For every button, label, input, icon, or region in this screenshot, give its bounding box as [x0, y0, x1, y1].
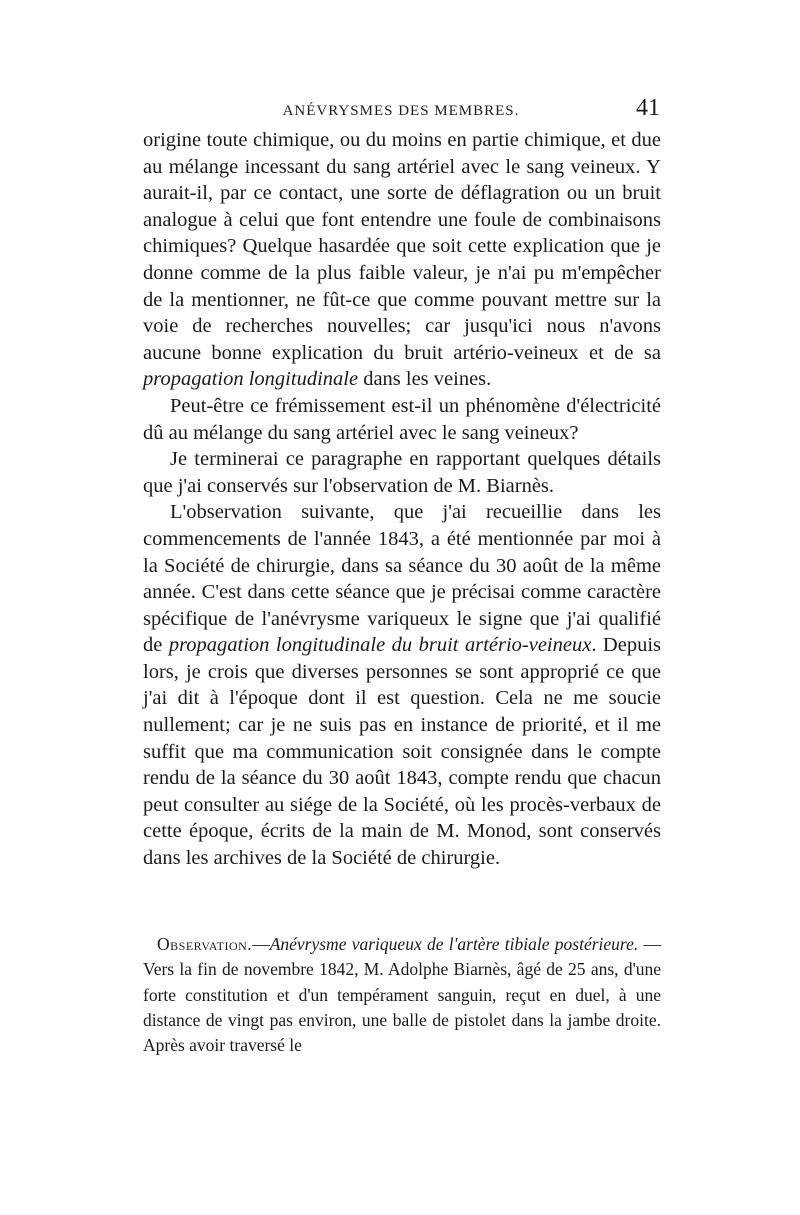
paragraph-4 — [143, 499, 661, 871]
paragraph-1-text: origine toute chimique, ou du moins en partie chimique, et due au mélange incessant du sang artériel avec le sang veineux. Y aurait-il, par ce contact, une sorte de déflagration ou un bruit analogue à celui que font entendre une foule de combinaisons chimiques? Quelque hasardée que soit cette explication que je donne comme de la plus faible valeur, je n'ai pu m'empêcher de la mentionner, ne fût-ce que comme pouvant mettre sur la voie de recherches nouvelles; car jusqu'ici nous n'avons aucune bonne explication du bruit artério-veineux et de sa — [143, 129, 661, 364]
body-text — [143, 127, 661, 872]
page-number: 41 — [636, 95, 660, 121]
paragraph-4-text-end: . Depuis lors, je crois que diverses personnes se sont approprié ce que j'ai dit à l'époque dont il est question. Cela ne me soucie nullement; car je ne suis pas en instance de priorité, et il me suffit que ma communication soit consignée dans le compte rendu de la séance du 30 août 1843, compte rendu que chacun peut consulter au siége de la Société, où les procès-verbaux de cette époque, écrits de la main de M. Monod, sont conservés dans les archives de la Société de chirurgie. — [143, 634, 661, 870]
observation-text: —Vers la fin de novembre 1842, M. Adolphe Biarnès, âgé de 25 ans, d'une forte constitution et d'un tempérament sanguin, reçut en duel, à une distance de vingt pas environ, une balle de pistolet dans la jambe droite. Après avoir traversé le — [143, 934, 661, 1056]
observation-dash: — — [252, 934, 270, 954]
italic-phrase: propagation longitudinale — [143, 368, 359, 391]
paragraph-4-text: L'observation suivante, que j'ai recueillie dans les commencements de l'année 1843, a été mentionnée par moi à la Société de chirurgie, dans sa séance du 30 août de la même année. C'est dans cette séance que je précisai comme caractère spécifique de l'anévrysme variqueux le signe que j'ai qualifié de — [143, 501, 661, 657]
running-head: ANÉVRYSMES DES MEMBRES. — [282, 103, 520, 119]
italic-phrase: propagation longitudinale du bruit artério-veineux — [168, 634, 592, 657]
page-header — [142, 97, 660, 127]
paragraph-3: Je terminerai ce paragraphe en rapportant quelques détails que j'ai conservés sur l'observation de M. Biarnès. — [143, 448, 661, 497]
paragraph-1 — [143, 127, 661, 393]
observation-paragraph — [143, 932, 661, 1058]
paragraph-1-text-end: dans les veines. — [358, 368, 492, 391]
paragraph-2: Peut-être ce frémissement est-il un phénomène d'électricité dû au mélange du sang artériel avec le sang veineux? — [143, 394, 661, 444]
observation-label: Observation. — [157, 934, 253, 954]
observation-title: Anévrysme variqueux de l'artère tibiale postérieure. — [269, 934, 639, 954]
